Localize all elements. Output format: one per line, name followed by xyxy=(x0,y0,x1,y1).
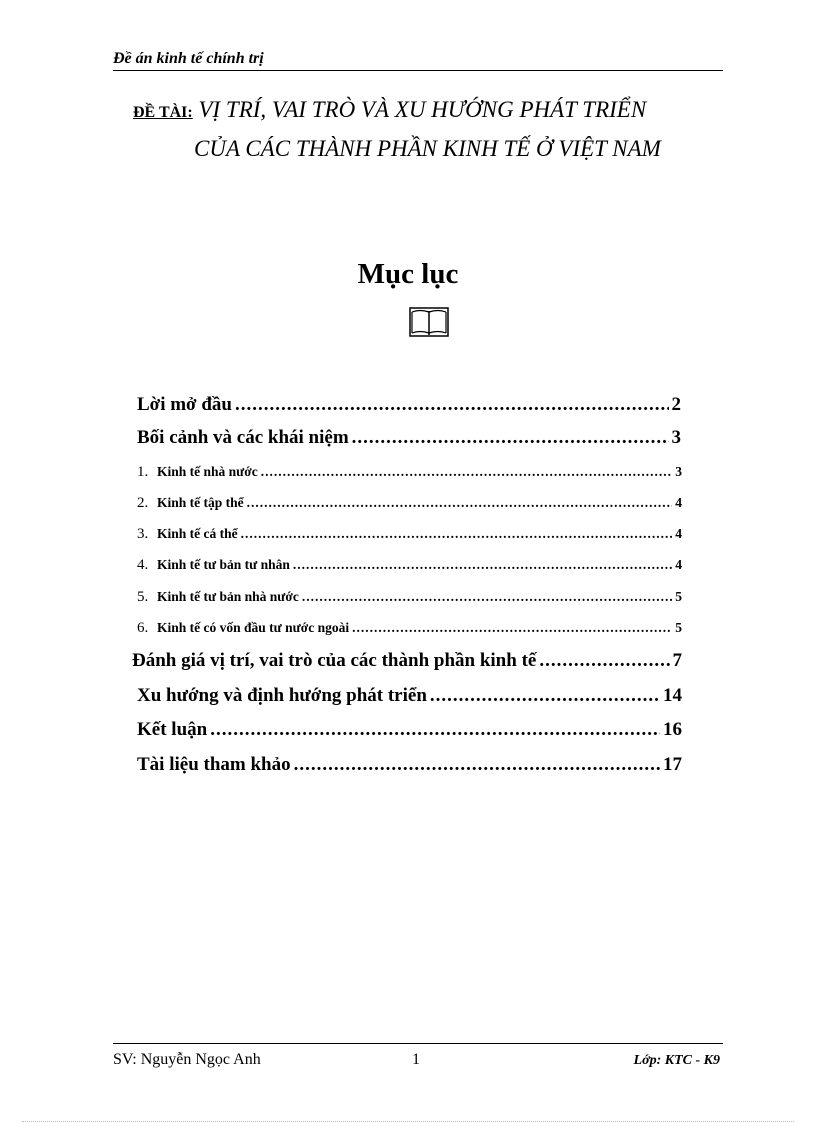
toc-entry-number: 5. xyxy=(137,589,149,605)
toc-entry-label: Đánh giá vị trí, vai trò của các thành phần kinh tế xyxy=(132,650,537,671)
toc-entry[interactable] xyxy=(137,495,682,512)
toc-entry-label: Kinh tế nhà nước xyxy=(157,464,258,479)
toc-entry-label: Kinh tế tập thể xyxy=(157,495,244,510)
toc-entry-page: 3 xyxy=(675,464,682,479)
toc-entry-label: Kinh tế tư bản tư nhân xyxy=(157,557,290,572)
toc-entry-label: Kinh tế có vốn đầu tư nước ngoài xyxy=(157,620,350,635)
toc-entry-number: 1. xyxy=(137,464,149,480)
toc-entry-number: 2. xyxy=(137,495,149,511)
toc-entry[interactable] xyxy=(137,394,681,416)
toc-entry[interactable] xyxy=(132,650,682,672)
running-header: Đề án kinh tế chính trị xyxy=(113,50,723,71)
toc-entry-label: Kinh tế cá thể xyxy=(157,526,238,541)
toc-entry[interactable] xyxy=(137,620,682,637)
toc-entry-number: 6. xyxy=(137,620,149,636)
toc-entry[interactable] xyxy=(137,526,682,543)
toc-entry-page: 14 xyxy=(663,685,682,706)
topic-label: ĐỀ TÀI: xyxy=(133,104,193,121)
toc-entry-label: Lời mở đầu xyxy=(137,394,232,415)
toc-entry[interactable] xyxy=(137,719,682,741)
toc-title: Mục lục xyxy=(357,258,459,290)
toc-entry[interactable] xyxy=(137,557,682,574)
toc-entry[interactable] xyxy=(137,685,682,707)
footer-student: SV: Nguyễn Ngọc Anh xyxy=(113,1051,261,1068)
toc-entry-page: 4 xyxy=(675,495,682,510)
topic-title-line1: VỊ TRÍ, VAI TRÒ VÀ XU HƯỚNG PHÁT TRIỂN xyxy=(198,97,647,122)
toc-entry[interactable] xyxy=(137,464,682,481)
topic-block xyxy=(133,92,733,167)
footer-divider xyxy=(113,1043,723,1044)
toc-entry[interactable] xyxy=(137,754,682,776)
toc-entry-label: Kết luận xyxy=(137,719,208,740)
toc-entry-page: 2 xyxy=(671,394,681,415)
toc-entry-page: 4 xyxy=(675,557,682,572)
topic-title-line2: CỦA CÁC THÀNH PHẦN KINH TẾ Ở VIỆT NAM xyxy=(194,136,661,161)
toc-entry-page: 5 xyxy=(675,620,682,635)
footer-page-number: 1 xyxy=(412,1051,420,1068)
toc-entry-page: 3 xyxy=(671,427,681,448)
toc-entry-number: 3. xyxy=(137,526,149,542)
toc-entry-page: 5 xyxy=(675,589,682,604)
footer-class: Lớp: KTC - K9 xyxy=(633,1053,720,1068)
toc-entry-page: 4 xyxy=(675,526,682,541)
toc-entry-page: 16 xyxy=(663,719,682,740)
toc-entry-number: 4. xyxy=(137,557,149,573)
toc-entry[interactable] xyxy=(137,427,681,449)
toc-entry-label: Kinh tế tư bản nhà nước xyxy=(157,589,299,604)
toc-entry-page: 7 xyxy=(672,650,682,671)
toc-entry[interactable] xyxy=(137,589,682,606)
open-book-icon xyxy=(409,306,449,338)
toc-entry-page: 17 xyxy=(663,754,682,775)
toc-entry-label: Xu hướng và định hướng phát triển xyxy=(137,685,427,706)
toc-entry-label: Bối cảnh và các khái niệm xyxy=(137,427,349,448)
toc-entry-label: Tài liệu tham khảo xyxy=(137,754,291,775)
page-edge-divider xyxy=(22,1121,794,1122)
